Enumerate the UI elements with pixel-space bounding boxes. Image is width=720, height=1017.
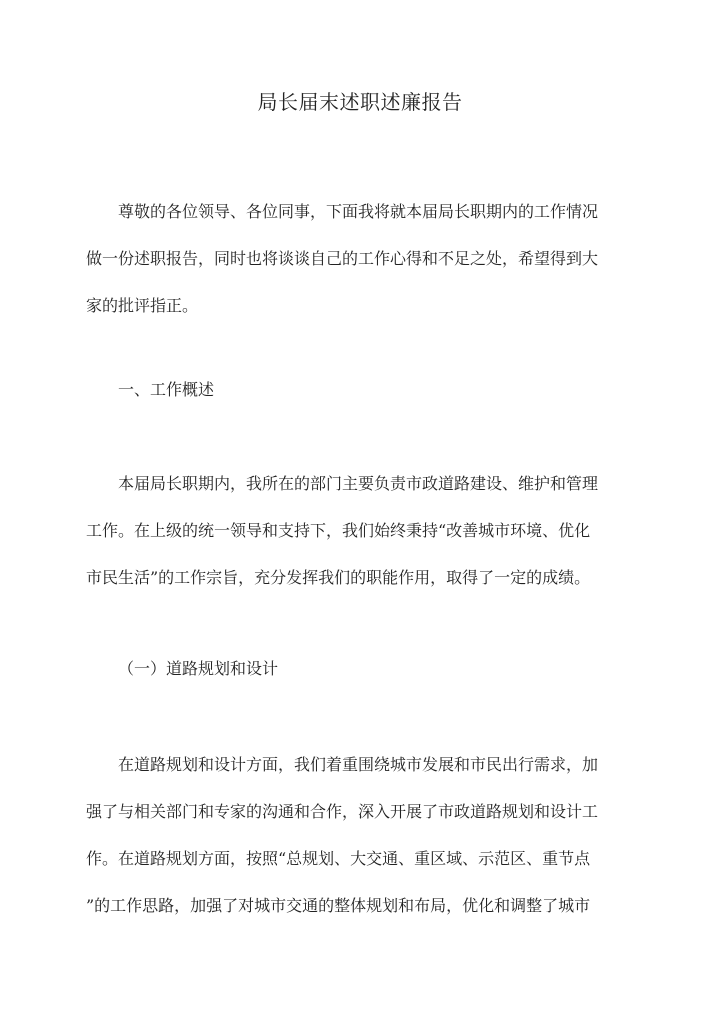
paragraph-line: 强了与相关部门和专家的沟通和合作，深入开展了市政道路规划和设计工: [86, 802, 599, 821]
paragraph-line: 本届局长职期内，我所在的部门主要负责市政道路建设、维护和管理: [118, 474, 599, 493]
subsection-heading-road-planning: （一）道路规划和设计: [118, 659, 279, 678]
paragraph-line: 市民生活”的工作宗旨，充分发挥我们的职能作用，取得了一定的成绩。: [86, 568, 591, 587]
work-overview-paragraph: [86, 460, 632, 601]
section-heading-work-overview: 一、工作概述: [118, 380, 215, 399]
intro-paragraph: [86, 188, 632, 329]
paragraph-line: 工作。在上级的统一领导和支持下，我们始终秉持“改善城市环境、优化: [86, 521, 591, 540]
paragraph-line: 作。在道路规划方面，按照“总规划、大交通、重区域、示范区、重节点: [86, 849, 591, 868]
intro-line: 做一份述职报告，同时也将谈谈自己的工作心得和不足之处，希望得到大: [86, 249, 599, 268]
intro-line: 尊敬的各位领导、各位同事，下面我将就本届局长职期内的工作情况: [118, 202, 599, 221]
paragraph-line: 在道路规划和设计方面，我们着重围绕城市发展和市民出行需求，加: [118, 755, 599, 774]
road-planning-paragraph: [86, 741, 632, 929]
intro-line: 家的批评指正。: [86, 296, 199, 315]
document-title: 局长届末述职述廉报告: [257, 90, 463, 114]
paragraph-line: ”的工作思路，加强了对城市交通的整体规划和布局，优化和调整了城市: [86, 896, 591, 915]
